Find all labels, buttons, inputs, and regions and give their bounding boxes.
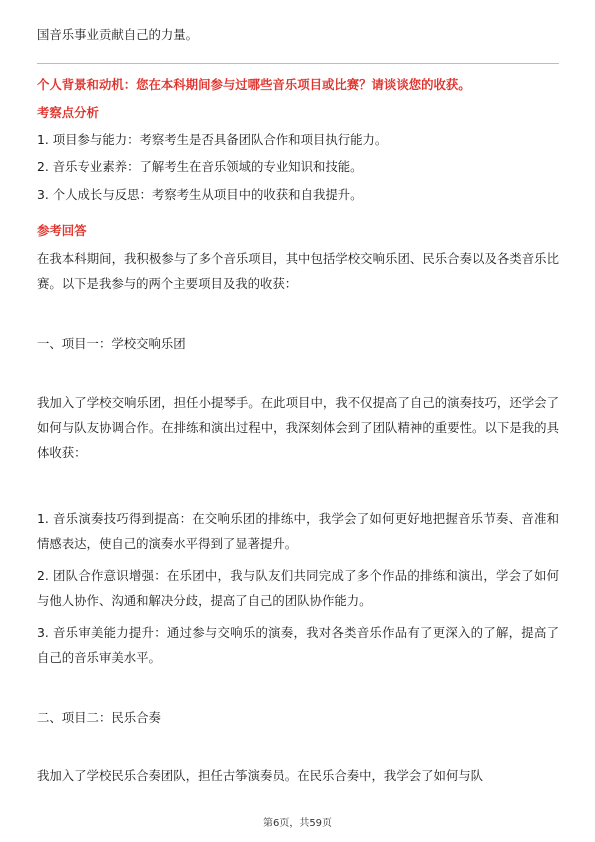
analysis-item-1: 1. 项目参与能力：考察考生是否具备团队合作和项目执行能力。 (37, 132, 388, 147)
answer-heading: 参考回答 (37, 223, 87, 238)
top-continuation: 国音乐事业贡献自己的力量。 (37, 27, 199, 42)
project1-item-1: 1. 音乐演奏技巧得到提高：在交响乐团的排练中，我学会了如何更好地把握音乐节奏、音准和情感表达，使自己的演奏水平得到了显著提升。 (37, 511, 559, 551)
answer-intro: 在我本科期间，我积极参与了多个音乐项目，其中包括学校交响乐团、民乐合奏以及各类音乐比赛。以下是我参与的两个主要项目及我的收获： (37, 251, 559, 291)
page-number: 第6页，共59页 (262, 818, 333, 829)
project1-item-3: 3. 音乐审美能力提升：通过参与交响乐的演奏，我对各类音乐作品有了更深入的了解，提高了自己的音乐审美水平。 (37, 625, 559, 665)
project1-title: 一、项目一：学校交响乐团 (37, 336, 186, 351)
project1-paragraph: 我加入了学校交响乐团，担任小提琴手。在此项目中，我不仅提高了自己的演奏技巧，还学会了如何与队友协调合作。在排练和演出过程中，我深刻体会到了团队精神的重要性。以下是我的具体收获： (37, 395, 559, 460)
project2-title: 二、项目二：民乐合奏 (37, 710, 161, 725)
analysis-heading: 考察点分析 (37, 105, 99, 120)
analysis-item-3: 3. 个人成长与反思：考察考生从项目中的收获和自我提升。 (37, 187, 363, 202)
section-divider (37, 63, 559, 64)
project1-item-2: 2. 团队合作意识增强：在乐团中，我与队友们共同完成了多个作品的排练和演出，学会了如何与他人协作、沟通和解决分歧，提高了自己的团队协作能力。 (37, 568, 559, 608)
project2-paragraph: 我加入了学校民乐合奏团队，担任古筝演奏员。在民乐合奏中，我学会了如何与队 (37, 768, 484, 783)
analysis-item-2: 2. 音乐专业素养：了解考生在音乐领域的专业知识和技能。 (37, 159, 363, 174)
question-text: 个人背景和动机：您在本科期间参与过哪些音乐项目或比赛？请谈谈您的收获。 (37, 77, 471, 92)
